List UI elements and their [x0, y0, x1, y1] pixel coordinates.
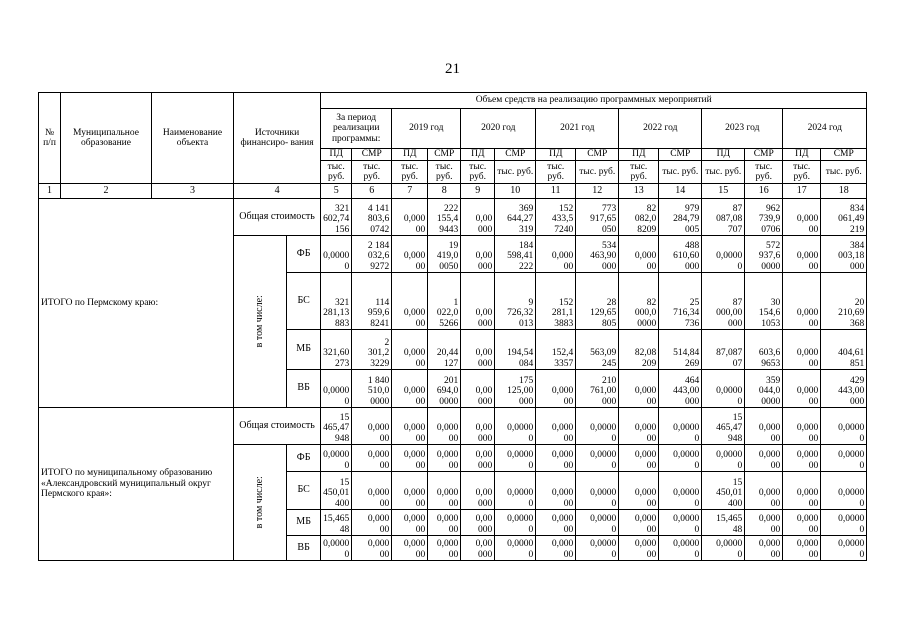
header-period: За период реализации программы: — [321, 109, 392, 149]
value-cell: 0,00 000 — [461, 472, 495, 510]
column-number: 8 — [428, 184, 461, 199]
value-cell: 0,000 00 — [783, 408, 821, 445]
value-cell: 0,0000 0 — [576, 445, 619, 472]
total-cost-label: Общая стоимость — [234, 408, 321, 445]
value-cell: 2 301,2 3229 — [352, 330, 392, 370]
budget-table — [38, 92, 867, 561]
value-cell: 0,0000 0 — [702, 536, 745, 561]
value-cell: 114 959,6 8241 — [352, 273, 392, 330]
value-cell: 82 000,0 0000 — [619, 273, 659, 330]
value-cell: 20 210,69 368 — [821, 273, 867, 330]
value-cell: 534 463,90 000 — [576, 236, 619, 273]
value-cell: 0,000 00 — [783, 236, 821, 273]
header-source: Источники финансиро- вания — [234, 93, 321, 184]
value-cell: 773 917,65 050 — [576, 199, 619, 236]
value-cell: 0,0000 0 — [821, 536, 867, 561]
including-text: в том числе: — [253, 295, 265, 348]
source-code: ФБ — [287, 236, 321, 273]
value-cell: 0,0000 0 — [821, 408, 867, 445]
header-unit: тыс. руб. — [495, 161, 536, 184]
header-unit: тыс. руб. — [659, 161, 702, 184]
header-unit: тыс. руб. — [392, 161, 428, 184]
source-code: БС — [287, 472, 321, 510]
header-unit: тыс. руб. — [745, 161, 783, 184]
value-cell: 0,0000 0 — [576, 408, 619, 445]
value-cell: 15 450,01 400 — [702, 472, 745, 510]
value-cell: 0,000 00 — [352, 408, 392, 445]
value-cell: 15,465 48 — [321, 510, 352, 536]
value-cell: 0,00 000 — [461, 370, 495, 408]
value-cell: 222 155,4 9443 — [428, 199, 461, 236]
value-cell: 0,000 00 — [745, 510, 783, 536]
header-smr: СМР — [495, 149, 536, 161]
header-year: 2019 год — [392, 109, 461, 149]
table-row — [39, 408, 867, 445]
value-cell: 0,0000 0 — [659, 510, 702, 536]
value-cell: 369 644,27 319 — [495, 199, 536, 236]
value-cell: 87 087,08 707 — [702, 199, 745, 236]
value-cell: 0,000 00 — [392, 408, 428, 445]
value-cell: 152 281,1 3883 — [536, 273, 576, 330]
header-pd: ПД — [321, 149, 352, 161]
value-cell: 0,000 00 — [783, 445, 821, 472]
header-pd: ПД — [392, 149, 428, 161]
header-smr: СМР — [352, 149, 392, 161]
header-pd: ПД — [461, 149, 495, 161]
source-code: ВБ — [287, 536, 321, 561]
value-cell: 321,60 273 — [321, 330, 352, 370]
value-cell: 2 184 032,6 9272 — [352, 236, 392, 273]
value-cell: 0,000 00 — [619, 510, 659, 536]
table-row — [39, 199, 867, 236]
value-cell: 0,0000 0 — [659, 445, 702, 472]
value-cell: 0,000 00 — [392, 370, 428, 408]
header-year: 2024 год — [783, 109, 867, 149]
value-cell: 0,0000 0 — [821, 472, 867, 510]
value-cell: 194,54 084 — [495, 330, 536, 370]
value-cell: 15 465,47 948 — [702, 408, 745, 445]
value-cell: 28 129,65 805 — [576, 273, 619, 330]
value-cell: 0,000 00 — [783, 199, 821, 236]
value-cell: 0,00 000 — [461, 199, 495, 236]
value-cell: 0,0000 0 — [659, 536, 702, 561]
value-cell: 979 284,79 005 — [659, 199, 702, 236]
value-cell: 0,000 00 — [536, 408, 576, 445]
value-cell: 488 610,60 000 — [659, 236, 702, 273]
value-cell: 0,000 00 — [352, 445, 392, 472]
column-number: 7 — [392, 184, 428, 199]
value-cell: 0,0000 0 — [495, 510, 536, 536]
header-year: 2020 год — [461, 109, 536, 149]
header-pd: ПД — [536, 149, 576, 161]
header-unit: тыс. руб. — [461, 161, 495, 184]
value-cell: 0,000 00 — [619, 236, 659, 273]
value-cell: 201 694,0 0000 — [428, 370, 461, 408]
value-cell: 0,000 00 — [619, 408, 659, 445]
value-cell: 0,0000 0 — [321, 370, 352, 408]
value-cell: 0,000 00 — [392, 273, 428, 330]
value-cell: 0,000 00 — [745, 536, 783, 561]
value-cell: 0,0000 0 — [702, 370, 745, 408]
value-cell: 0,000 00 — [783, 330, 821, 370]
including-label — [234, 236, 287, 408]
column-number: 1 — [39, 184, 61, 199]
value-cell: 0,000 00 — [745, 445, 783, 472]
source-code: МБ — [287, 510, 321, 536]
header-smr: СМР — [745, 149, 783, 161]
header-volume: Объем средств на реализацию программных мероприятий — [321, 93, 867, 109]
value-cell: 0,0000 0 — [321, 236, 352, 273]
header-unit: тыс. руб. — [702, 161, 745, 184]
column-number: 11 — [536, 184, 576, 199]
value-cell: 0,000 00 — [392, 236, 428, 273]
value-cell: 0,000 00 — [783, 510, 821, 536]
value-cell: 514,84 269 — [659, 330, 702, 370]
value-cell: 0,00 000 — [461, 408, 495, 445]
value-cell: 0,000 00 — [392, 472, 428, 510]
value-cell: 0,000 00 — [392, 199, 428, 236]
source-code: ВБ — [287, 370, 321, 408]
value-cell: 0,000 00 — [536, 472, 576, 510]
group-title: ИТОГО по Пермскому краю: — [39, 199, 234, 408]
group-title: ИТОГО по муниципальному образованию «Александровский муниципальный округ Пермского края»: — [39, 408, 234, 561]
value-cell: 175 125,00 000 — [495, 370, 536, 408]
header-year: 2023 год — [702, 109, 783, 149]
value-cell: 0,000 00 — [428, 472, 461, 510]
value-cell: 0,0000 0 — [659, 408, 702, 445]
header-unit: тыс. руб. — [321, 161, 352, 184]
value-cell: 9 726,32 013 — [495, 273, 536, 330]
value-cell: 0,000 00 — [745, 472, 783, 510]
value-cell: 152 433,5 7240 — [536, 199, 576, 236]
header-object: Наименование объекта — [152, 93, 234, 184]
header-unit: тыс. руб. — [352, 161, 392, 184]
value-cell: 464 443,00 000 — [659, 370, 702, 408]
value-cell: 25 716,34 736 — [659, 273, 702, 330]
value-cell: 210 761,00 000 — [576, 370, 619, 408]
header-unit: тыс. руб. — [536, 161, 576, 184]
value-cell: 0,000 00 — [619, 536, 659, 561]
value-cell: 0,0000 0 — [321, 536, 352, 561]
header-unit: тыс. руб. — [821, 161, 867, 184]
value-cell: 0,00 000 — [461, 330, 495, 370]
value-cell: 0,00 000 — [461, 445, 495, 472]
value-cell: 404,61 851 — [821, 330, 867, 370]
value-cell: 0,000 00 — [352, 510, 392, 536]
value-cell: 4 141 803,6 0742 — [352, 199, 392, 236]
value-cell: 20,44 127 — [428, 330, 461, 370]
total-cost-label: Общая стоимость — [234, 199, 321, 236]
value-cell: 0,000 00 — [428, 445, 461, 472]
value-cell: 0,000 00 — [783, 536, 821, 561]
value-cell: 0,000 00 — [536, 536, 576, 561]
value-cell: 0,00 000 — [461, 536, 495, 561]
value-cell: 572 937,6 0000 — [745, 236, 783, 273]
value-cell: 0,000 00 — [428, 408, 461, 445]
value-cell: 0,000 00 — [392, 510, 428, 536]
value-cell: 1 840 510,0 0000 — [352, 370, 392, 408]
value-cell: 962 739,9 0706 — [745, 199, 783, 236]
value-cell: 15,465 48 — [702, 510, 745, 536]
value-cell: 0,0000 0 — [495, 536, 536, 561]
column-number: 9 — [461, 184, 495, 199]
value-cell: 152,4 3357 — [536, 330, 576, 370]
column-number: 15 — [702, 184, 745, 199]
value-cell: 15 465,47 948 — [321, 408, 352, 445]
header-year: 2022 год — [619, 109, 702, 149]
page-number: 21 — [445, 61, 460, 77]
value-cell: 82,08 209 — [619, 330, 659, 370]
value-cell: 19 419,0 0050 — [428, 236, 461, 273]
header-unit: тыс. руб. — [428, 161, 461, 184]
value-cell: 0,000 00 — [783, 273, 821, 330]
value-cell: 0,0000 0 — [576, 472, 619, 510]
value-cell: 0,000 00 — [619, 472, 659, 510]
value-cell: 0,0000 0 — [821, 445, 867, 472]
header-unit: тыс. руб. — [576, 161, 619, 184]
source-code: БС — [287, 273, 321, 330]
column-number: 2 — [61, 184, 152, 199]
value-cell: 0,00 000 — [461, 273, 495, 330]
value-cell: 0,000 00 — [745, 408, 783, 445]
header-smr: СМР — [576, 149, 619, 161]
value-cell: 0,000 00 — [783, 472, 821, 510]
column-number: 5 — [321, 184, 352, 199]
column-number: 10 — [495, 184, 536, 199]
value-cell: 0,000 00 — [536, 370, 576, 408]
column-number: 13 — [619, 184, 659, 199]
column-number: 14 — [659, 184, 702, 199]
value-cell: 0,000 00 — [428, 536, 461, 561]
value-cell: 0,0000 0 — [821, 510, 867, 536]
header-unit: тыс. руб. — [619, 161, 659, 184]
value-cell: 184 598,41 222 — [495, 236, 536, 273]
header-pd: ПД — [783, 149, 821, 161]
value-cell: 0,0000 0 — [495, 472, 536, 510]
column-number: 3 — [152, 184, 234, 199]
value-cell: 321 281,13 883 — [321, 273, 352, 330]
header-smr: СМР — [659, 149, 702, 161]
column-number: 12 — [576, 184, 619, 199]
value-cell: 0,0000 0 — [576, 536, 619, 561]
value-cell: 87,087 07 — [702, 330, 745, 370]
value-cell: 0,000 00 — [783, 370, 821, 408]
source-code: ФБ — [287, 445, 321, 472]
value-cell: 0,0000 0 — [495, 445, 536, 472]
value-cell: 82 082,0 8209 — [619, 199, 659, 236]
value-cell: 0,000 00 — [619, 370, 659, 408]
value-cell: 0,000 00 — [392, 536, 428, 561]
value-cell: 0,000 00 — [536, 236, 576, 273]
value-cell: 384 003,18 000 — [821, 236, 867, 273]
value-cell: 0,0000 0 — [702, 236, 745, 273]
source-code: МБ — [287, 330, 321, 370]
header-pd: ПД — [702, 149, 745, 161]
including-text: в том числе: — [253, 476, 265, 529]
value-cell: 87 000,00 000 — [702, 273, 745, 330]
column-number: 4 — [234, 184, 321, 199]
header-municipality: Муниципальное образование — [61, 93, 152, 184]
value-cell: 0,000 00 — [392, 445, 428, 472]
header-unit: тыс. руб. — [783, 161, 821, 184]
value-cell: 1 022,0 5266 — [428, 273, 461, 330]
header-smr: СМР — [428, 149, 461, 161]
value-cell: 0,000 00 — [536, 445, 576, 472]
value-cell: 0,000 00 — [352, 536, 392, 561]
header-number: № п/п — [39, 93, 61, 184]
value-cell: 0,0000 0 — [576, 510, 619, 536]
value-cell: 563,09 245 — [576, 330, 619, 370]
header-smr: СМР — [821, 149, 867, 161]
including-label — [234, 445, 287, 561]
value-cell: 321 602,74 156 — [321, 199, 352, 236]
value-cell: 359 044,0 0000 — [745, 370, 783, 408]
value-cell: 0,00 000 — [461, 236, 495, 273]
column-number: 16 — [745, 184, 783, 199]
value-cell: 0,0000 0 — [321, 445, 352, 472]
header-year: 2021 год — [536, 109, 619, 149]
column-number: 6 — [352, 184, 392, 199]
column-number: 17 — [783, 184, 821, 199]
value-cell: 0,000 00 — [619, 445, 659, 472]
value-cell: 0,00 000 — [461, 510, 495, 536]
value-cell: 0,0000 0 — [702, 445, 745, 472]
value-cell: 15 450,01 400 — [321, 472, 352, 510]
value-cell: 0,000 00 — [392, 330, 428, 370]
header-pd: ПД — [619, 149, 659, 161]
value-cell: 603,6 9653 — [745, 330, 783, 370]
value-cell: 30 154,6 1053 — [745, 273, 783, 330]
column-number: 18 — [821, 184, 867, 199]
value-cell: 0,000 00 — [536, 510, 576, 536]
value-cell: 834 061,49 219 — [821, 199, 867, 236]
value-cell: 0,0000 0 — [659, 472, 702, 510]
value-cell: 0,0000 0 — [495, 408, 536, 445]
value-cell: 429 443,00 000 — [821, 370, 867, 408]
value-cell: 0,000 00 — [352, 472, 392, 510]
value-cell: 0,000 00 — [428, 510, 461, 536]
